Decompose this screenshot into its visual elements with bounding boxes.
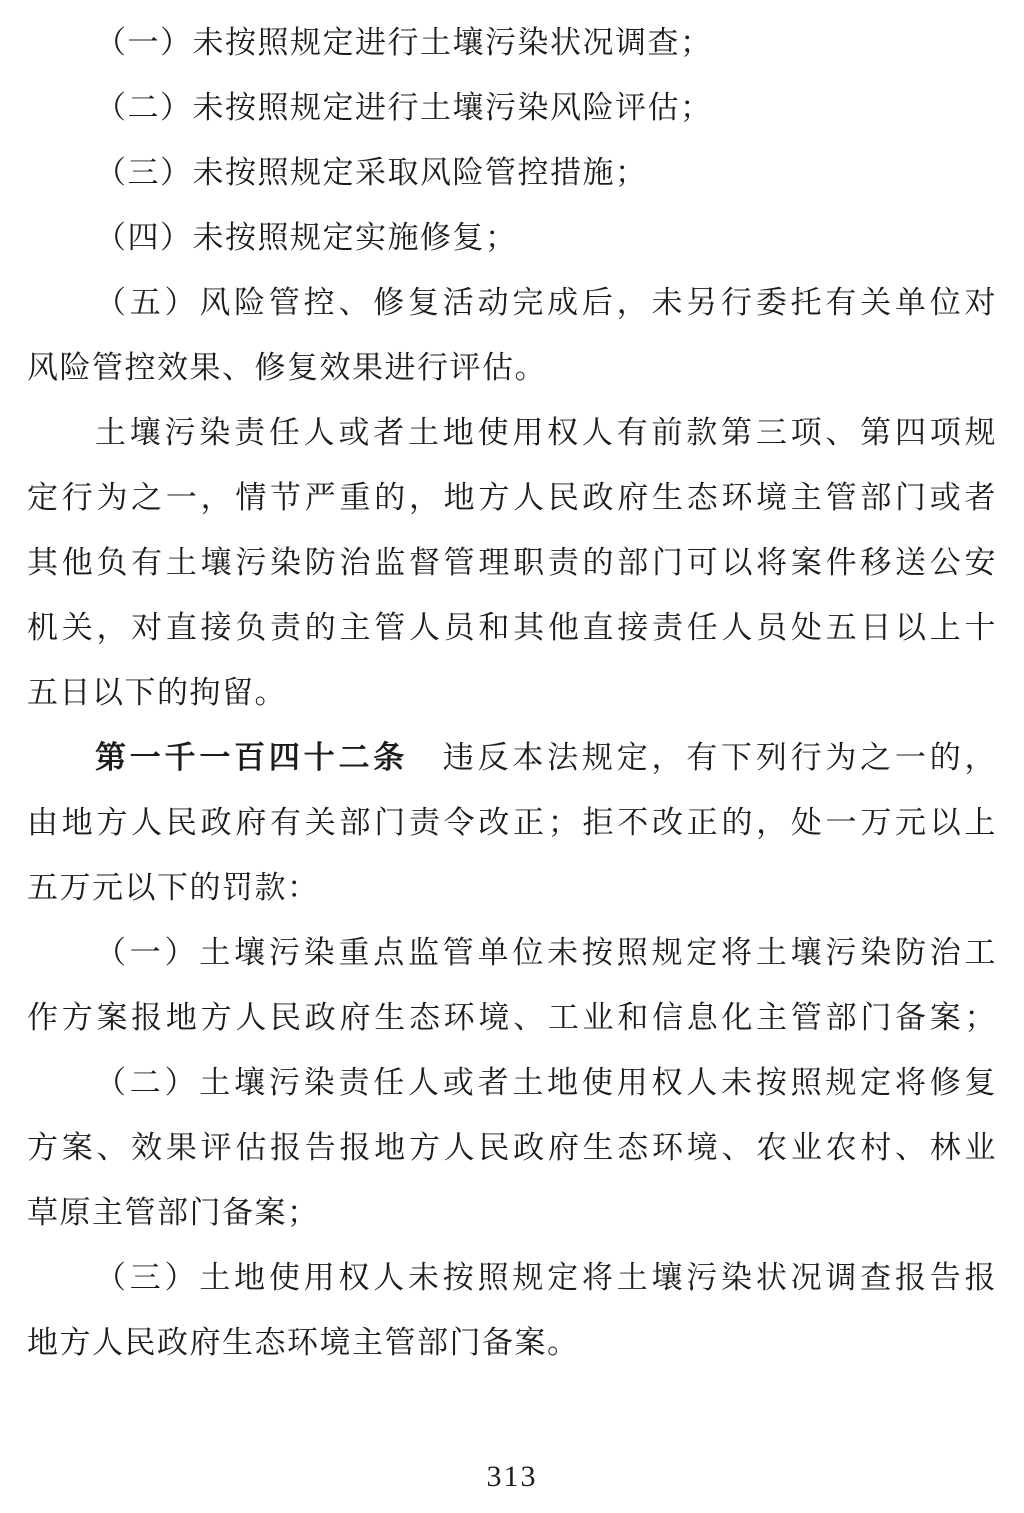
page-number: 313 xyxy=(486,1460,538,1493)
text-line: 其他负有土壤污染防治监督管理职责的部门可以将案件移送公安 xyxy=(27,545,997,580)
text-line: （五）风险管控、修复活动完成后，未另行委托有关单位对 xyxy=(95,285,997,320)
text-line: 风险管控效果、修复效果进行评估。 xyxy=(27,350,547,385)
article-lead-text: 违反本法规定，有下列行为之一的， xyxy=(408,740,998,775)
text-line: 地方人民政府生态环境主管部门备案。 xyxy=(27,1325,580,1360)
text-line: （一）土壤污染重点监管单位未按照规定将土壤污染防治工 xyxy=(95,935,997,970)
text-line: 五万元以下的罚款： xyxy=(27,870,320,905)
text-line: 五日以下的拘留。 xyxy=(27,675,287,710)
text-line: 草原主管部门备案； xyxy=(27,1195,320,1230)
text-line: （四）未按照规定实施修复； xyxy=(95,220,518,255)
text-line: 方案、效果评估报告报地方人民政府生态环境、农业农村、林业 xyxy=(27,1130,997,1165)
text-line: 土壤污染责任人或者土地使用权人有前款第三项、第四项规 xyxy=(95,415,997,450)
text-line: （一）未按照规定进行土壤污染状况调查； xyxy=(95,25,713,60)
text-line: （二）土壤污染责任人或者土地使用权人未按照规定将修复 xyxy=(95,1065,997,1100)
text-line: 作方案报地方人民政府生态环境、工业和信息化主管部门备案； xyxy=(27,1000,997,1035)
text-line: （三）未按照规定采取风险管控措施； xyxy=(95,155,648,190)
document-body xyxy=(27,10,997,1375)
article-number: 第一千一百四十二条 xyxy=(95,740,409,775)
text-line xyxy=(27,725,997,790)
text-line: （三）土地使用权人未按照规定将土壤污染状况调查报告报 xyxy=(95,1260,997,1295)
text-line: （二）未按照规定进行土壤污染风险评估； xyxy=(95,90,713,125)
text-line: 由地方人民政府有关部门责令改正；拒不改正的，处一万元以上 xyxy=(27,805,997,840)
text-line: 定行为之一，情节严重的，地方人民政府生态环境主管部门或者 xyxy=(27,480,997,515)
text-line: 机关，对直接负责的主管人员和其他直接责任人员处五日以上十 xyxy=(27,610,997,645)
